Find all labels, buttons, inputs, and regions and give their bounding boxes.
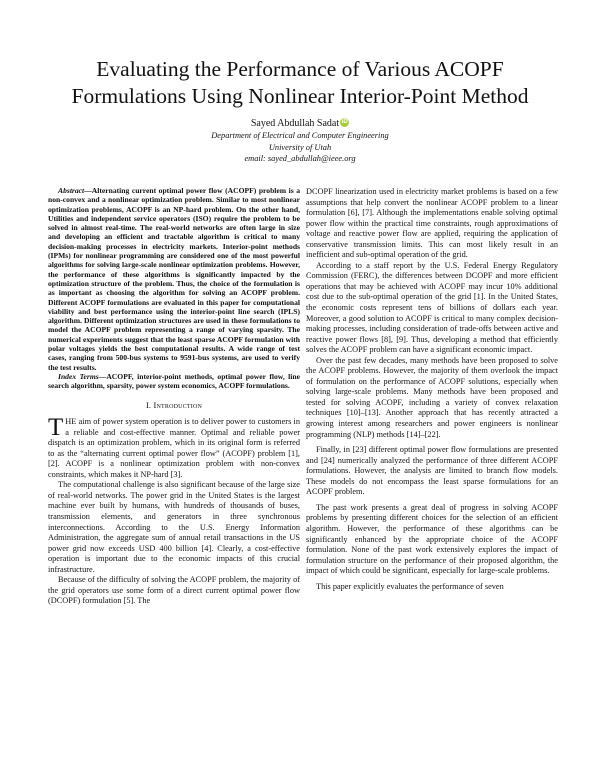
intro-paragraph-1 — [48, 414, 300, 480]
right-paragraph-2: According to a staff report by the U.S. Federal Energy Regulatory Commission (FERC), the differences between DCOPF and more efficient operations that may be achieved with ACOPF may incur 10% additional cost due to the sub-optimal operation of the grid [1]. In the United States, the economic costs represent tens of billions of dollars each year. Moreover, a good solution to ACOPF is critical to many complex decision-making processes, including consideration of trade-offs between active and reactive power flows [8], [9]. Thus, developing a method that efficiently solves the ACOPF problem can have a significant economic impact. — [306, 260, 558, 355]
intro-paragraph-2: The computational challenge is also significant because of the large size of real-world networks. The power grid in the United States is the largest machine ever built by humans, with hundreds of thousands of buses, transmission elements, and generators in three synchronous interconnections. According to the U.S. Energy Information Administration, the aggregate sum of annual retail transactions in the US power grid now exceeds USD 400 billion [4]. Clearly, a cost-effective operation is important due to the economic impacts of this crucial infrastructure. — [48, 480, 300, 574]
abstract-label: Abstract — [58, 186, 85, 195]
right-paragraph-5: The past work presents a great deal of progress in solving ACOPF problems by presenting different choices for the selection of an efficient algorithm. However, the performance of these algorithms can be significantly enhanced by the appropriate choice of the ACOPF formulation. None of the past work extensively explores the impact of formulation structure on the performance of their proposed algorithm, the impact of which could be significant, especially for large-scale problems. — [306, 502, 558, 576]
index-terms — [48, 372, 300, 391]
drop-cap: T — [48, 414, 64, 442]
section-numeral: I. — [145, 400, 154, 410]
section-title: Introduction — [153, 400, 203, 410]
paper-title — [40, 56, 560, 110]
left-column — [48, 186, 300, 607]
author-email: email: sayed_abdullah@ieee.org — [244, 154, 356, 163]
abstract-text: —Alternating current optimal power flow (ACOPF) problem is a non-convex and a nonlinear optimization problem. Similar to most nonlinear optimization problems, ACOPF is an NP-hard problem. On the other hand, Utilities and independent service operators (ISO) require the problem to be solved in almost real-time. The real-world networks are often large in size and developing an efficient and tractable algorithm is critical to many decision-making processes in electricity markets. Interior-point methods (IPMs) for nonlinear programming are considered one of the most powerful algorithms for solving large-scale nonlinear optimization problems. However, the performance of these algorithms is significantly impacted by the optimization structure of the problem. Thus, the choice of the formulation is as important as choosing the algorithm for solving an ACOPF problem. Different ACOPF formulations are evaluated in this paper for computational viability and best performance using the interior-point line search (IPLS) algorithm. Different optimization structures are used in these formulations to model the ACOPF problem representing a range of varying sparsity. The numerical experiments suggest that the least sparse ACOPF formulation with polar voltages yields the best computational results. A wide range of test cases, ranging from 500-bus systems to 9591-bus systems, are used to verify the test results. — [48, 186, 300, 372]
section-heading-introduction — [48, 401, 300, 412]
right-paragraph-3: Over the past few decades, many methods have been proposed to solve the ACOPF problems. However, the majority of them overlook the impact of formulation on the performance of ACOPF solutions, especially when solving large-scale problems. Many methods have been proposed and tested for solving ACOPF, including a variety of convex relaxation techniques [10]–[13]. Another approach that has recently attracted a growing interest among researchers and power engineers is nonlinear programming (NLP) methods [14]–[22]. — [306, 355, 558, 439]
department: Department of Electrical and Computer Engineering — [211, 131, 389, 140]
title-line-1: Evaluating the Performance of Various ACOPF — [96, 57, 504, 81]
index-terms-text: —ACOPF, interior-point methods, optimal power flow, line search algorithm, sparsity, power system economics, ACOPF formulations. — [48, 371, 300, 391]
right-paragraph-1: DCOPF linearization used in electricity market problems is based on a few assumptions that help convert the nonlinear ACOPF problem to a linear formulation [6], [7]. Although the implementations enable solving optimal power flow within the practical time constraints, rough approximations of voltage and reactive power flow are applied, requiring the application of conservative transmission limits. This can most likely result in an inefficient and sub-optimal operation of the grid. — [306, 187, 558, 260]
author-block — [100, 117, 500, 165]
university: University of Utah — [268, 142, 332, 152]
author-line — [100, 117, 500, 130]
title-line-2: Formulations Using Nonlinear Interior-Point Method — [71, 84, 529, 108]
index-terms-label: Index Terms — [58, 371, 99, 381]
author-name: Sayed Abdullah Sadat — [250, 118, 340, 129]
intro-paragraph-1-text: HE aim of power system operation is to deliver power to customers in a reliable and cost-effective manner. Optimal and reliable power dispatch is an optimization problem, which in its original form is referred to as the “alternating current optimal power flow” (ACOPF) problem [1], [2]. ACOPF is a nonlinear optimization problem with non-convex constraints, which makes it NP-hard [3]. — [48, 417, 300, 479]
intro-paragraph-3: Because of the difficulty of solving the ACOPF problem, the majority of the grid operators use some form of a direct current optimal power flow (DCOPF) formulation [5]. The — [48, 575, 300, 606]
right-paragraph-6: This paper explicitly evaluates the performance of seven — [316, 581, 504, 591]
abstract — [48, 186, 300, 372]
right-paragraph-4: Finally, in [23] different optimal power flow formulations are presented and [24] numerically analyzed the performance of three different ACOPF formulations. However, the analysis are limited to branch flow models. These models do not encompass the least sparse formulations for an ACOPF problem. — [306, 445, 558, 497]
orcid-icon[interactable]: iD — [341, 119, 348, 125]
right-column — [306, 187, 558, 592]
